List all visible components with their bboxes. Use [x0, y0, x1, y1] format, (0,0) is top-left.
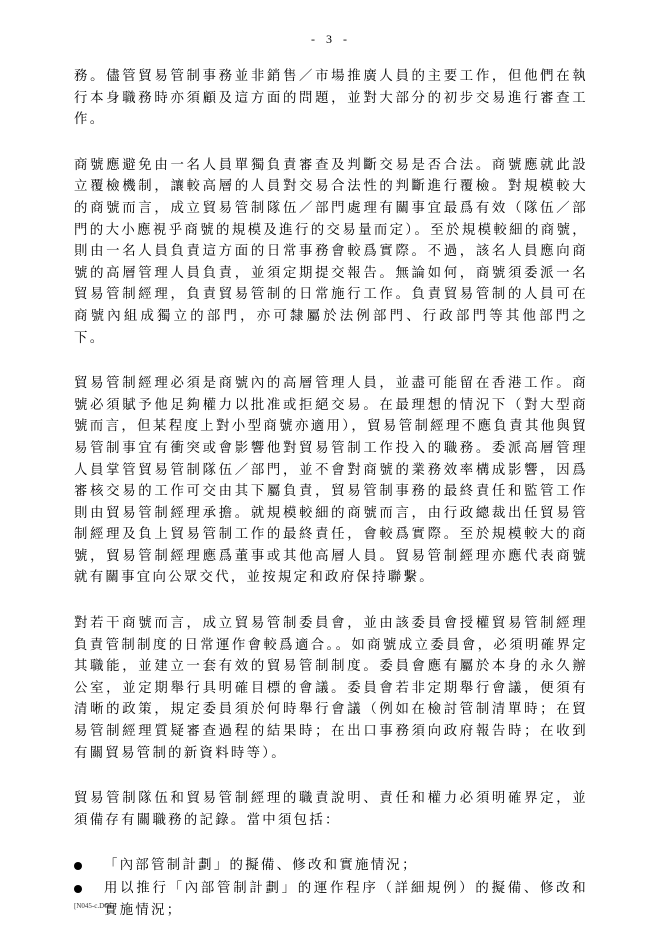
paragraph-4: 對若干商號而言，成立貿易管制委員會，並由該委員會授權貿易管制經理負責管制制度的日常運作會較爲適合。。如商號成立委員會，必須明確界定其職能，並建立一套有效的貿易管制制度。委員會應有屬於本身的永久辦公室，並定期舉行具明確目標的會議。委員會若非定期舉行會議，便須有清晰的政策，規定委員須於何時舉行會議（例如在檢討管制清單時；在貿易管制經理質疑審查過程的結果時；在出口事務須向政府報告時；在收到有關貿易管制的新資料時等）。	[74, 616, 588, 761]
document-body	[74, 66, 588, 922]
bullet-list	[74, 855, 588, 921]
bullet-icon	[74, 862, 82, 870]
paragraph-5: 貿易管制隊伍和貿易管制經理的職責說明、責任和權力必須明確界定，並須備存有關職務的記錄。當中須包括：	[74, 791, 588, 828]
paragraph-1: 務。儘管貿易管制事務並非銷售／市場推廣人員的主要工作，但他們在執行本身職務時亦須顧及這方面的問題，並對大部分的初步交易進行審查工作。	[74, 69, 588, 128]
page-number: - 3 -	[311, 32, 351, 46]
paragraph-3: 貿易管制經理必須是商號內的高層管理人員，並盡可能留在香港工作。商號必須賦予他足夠權力以批准或拒絕交易。在最理想的情況下（對大型商號而言，但某程度上對小型商號亦適用），貿易管制經理不應負責其他與貿易管制事宜有衝突或會影響他對貿易管制工作投入的職務。委派高層管理人員掌管貿易管制隊伍／部門，並不會對商號的業務效率構成影響，因爲審核交易的工作可交由其下屬負責，貿易管制事務的最終責任和監管工作則由貿易管制經理承擔。就規模較細的商號而言，由行政總裁出任貿易管制經理及負上貿易管制工作的最終責任，會較爲實際。至於規模較大的商號，貿易管制經理應爲董事或其他高層人員。貿易管制經理亦應代表商號就有關事宜向公眾交代，並按規定和政府保持聯繫。	[74, 376, 588, 586]
document-footer: [N045-c.DOC]	[74, 902, 117, 910]
bullet-text: 「內部管制計劃」的擬備、修改和實施情況；	[104, 858, 418, 874]
list-item	[74, 855, 588, 877]
paragraph-2: 商號應避免由一名人員單獨負責審查及判斷交易是否合法。商號應就此設立覆檢機制，讓較高層的人員對交易合法性的判斷進行覆檢。對規模較大的商號而言，成立貿易管制隊伍／部門處理有關事宜最爲有效（隊伍／部門的大小應視乎商號的規模及進行的交易量而定）。至於規模較細的商號，則由一名人員負責這方面的日常事務會較爲實際。不過，該名人員應向商號的高層管理人員負責，並須定期提交報告。無論如何，商號須委派一名貿易管制經理，負責貿易管制的日常施行工作。負責貿易管制的人員可在商號內組成獨立的部門，亦可隸屬於法例部門、行政部門等其他部門之下。	[74, 157, 588, 346]
bullet-text: 用以推行「內部管制計劃」的運作程序（詳細規例）的擬備、修改和實施情況；	[104, 881, 588, 918]
bullet-icon	[74, 885, 82, 893]
list-item	[74, 878, 588, 921]
